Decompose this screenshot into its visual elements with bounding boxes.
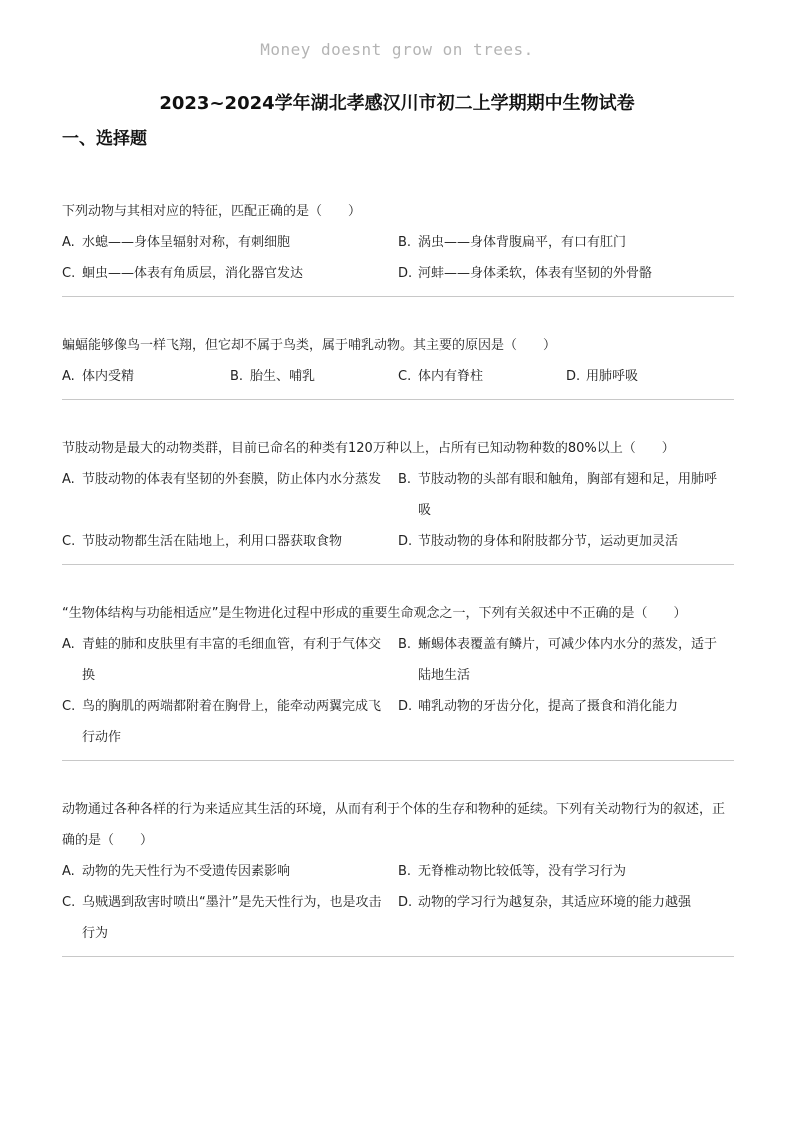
option-d[interactable] [398,691,734,753]
option-b[interactable] [398,464,734,526]
option-b[interactable] [398,629,734,691]
option-c[interactable] [398,361,566,392]
option-a[interactable] [62,856,398,887]
question-stem: 动物通过各种各样的行为来适应其生活的环境，从而有利于个体的生存和物种的延续。下列有关动物行为的叙述，正确的是（ ） [62,802,726,848]
option-text: 鸟的胸肌的两端都附着在胸骨上，能牵动两翼完成飞行动作 [82,699,382,745]
option-letter: A. [62,235,75,250]
question-2 [62,330,734,400]
option-list [62,227,734,289]
option-text: 蜥蜴体表覆盖有鳞片，可减少体内水分的蒸发，适于陆地生活 [418,637,718,683]
option-text: 动物的学习行为越复杂，其适应环境的能力越强 [418,895,692,910]
option-a[interactable] [62,361,230,392]
question-stem: 节肢动物是最大的动物类群，目前已命名的种类有120万种以上，占所有已知动物种数的80%以上（ ） [62,441,675,456]
option-text: 动物的先天性行为不受遗传因素影响 [82,864,291,879]
option-b[interactable] [230,361,398,392]
option-c[interactable] [62,887,398,949]
question-5 [62,794,734,957]
option-letter: B. [398,637,412,652]
option-letter: B. [398,235,412,250]
option-letter: D. [398,266,413,281]
option-letter: C. [62,534,76,549]
option-text: 河蚌——身体柔软，体表有坚韧的外骨骼 [418,266,653,281]
section-heading: 一、选择题 [62,129,147,149]
option-letter: A. [62,637,75,652]
option-list [62,464,734,557]
option-text: 节肢动物都生活在陆地上，利用口器获取食物 [82,534,343,549]
option-list [62,629,734,753]
option-text: 涡虫——身体背腹扁平，有口有肛门 [418,235,627,250]
option-d[interactable] [398,887,734,949]
option-letter: C. [62,895,76,910]
option-b[interactable] [398,227,734,258]
option-c[interactable] [62,258,398,289]
exam-title: 2023~2024学年湖北孝感汉川市初二上学期期中生物试卷 [159,93,635,114]
option-list [62,856,734,949]
option-text: 节肢动物的体表有坚韧的外套膜，防止体内水分蒸发 [82,472,382,487]
option-letter: C. [62,699,76,714]
option-text: 蛔虫——体表有角质层，消化器官发达 [82,266,304,281]
option-letter: C. [398,369,412,384]
option-letter: D. [398,699,413,714]
option-letter: D. [398,895,413,910]
option-letter: B. [398,472,412,487]
question-stem: 蝙蝠能够像鸟一样飞翔，但它却不属于鸟类，属于哺乳动物。其主要的原因是（ ） [62,338,557,353]
option-text: 乌贼遇到敌害时喷出“墨汁”是先天性行为，也是攻击行为 [82,895,382,941]
option-d[interactable] [566,361,734,392]
option-letter: D. [566,369,581,384]
option-text: 水螅——身体呈辐射对称，有刺细胞 [82,235,291,250]
option-letter: B. [398,864,412,879]
option-d[interactable] [398,526,734,557]
option-text: 哺乳动物的牙齿分化，提高了摄食和消化能力 [418,699,679,714]
option-c[interactable] [62,526,398,557]
option-letter: D. [398,534,413,549]
option-text: 用肺呼吸 [586,369,639,384]
option-text: 胎生、哺乳 [250,369,316,384]
option-text: 体内受精 [82,369,135,384]
option-text: 无脊椎动物比较低等，没有学习行为 [418,864,627,879]
question-3 [62,433,734,565]
option-text: 体内有脊柱 [418,369,484,384]
option-letter: A. [62,472,75,487]
option-a[interactable] [62,629,398,691]
option-letter: C. [62,266,76,281]
watermark-text: Money doesnt grow on trees. [260,40,534,59]
option-b[interactable] [398,856,734,887]
option-letter: B. [230,369,244,384]
option-c[interactable] [62,691,398,753]
option-d[interactable] [398,258,734,289]
option-a[interactable] [62,464,398,526]
option-text: 节肢动物的头部有眼和触角，胸部有翅和足，用肺呼吸 [418,472,718,518]
option-text: 青蛙的肺和皮肤里有丰富的毛细血管，有利于气体交换 [82,637,382,683]
option-a[interactable] [62,227,398,258]
option-letter: A. [62,864,75,879]
question-1 [62,196,734,297]
option-letter: A. [62,369,75,384]
question-stem: 下列动物与其相对应的特征，匹配正确的是（ ） [62,204,362,219]
question-4 [62,598,734,761]
question-list [62,196,734,957]
option-list [62,361,734,392]
question-stem: “生物体结构与功能相适应”是生物进化过程中形成的重要生命观念之一，下列有关叙述中不正确的是（ ） [62,606,687,621]
option-text: 节肢动物的身体和附肢都分节，运动更加灵活 [418,534,679,549]
